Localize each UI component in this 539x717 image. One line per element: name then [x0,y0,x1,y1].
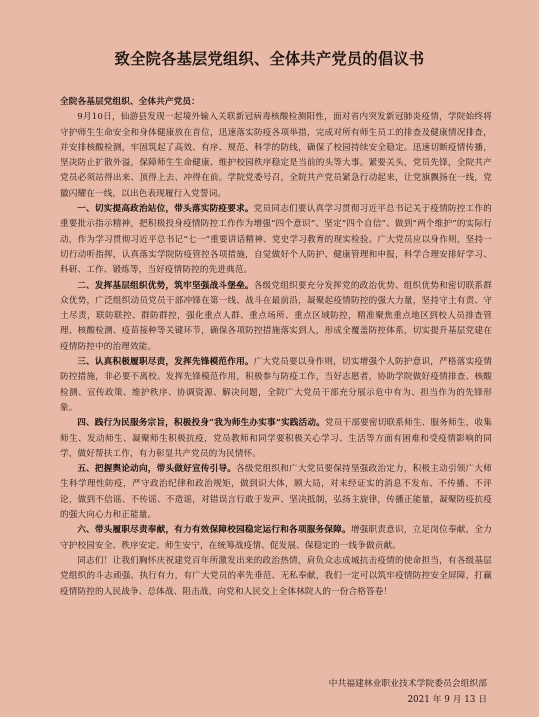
signature-organization: 中共福建林业职业技术学院委员会组织部 [328,679,487,689]
salutation: 全院各基层党组织、全体共产党员： [60,97,200,107]
intro-paragraph: 9月10日，仙游县发现一起境外输入关联新冠病毒核酸检测阳性，面对省内突发新冠肺炎疫情，学院始终将守护师生生命安全和身体健康放在首位，迅速落实防疫各项举措，完成对所有师生员工的排查及健康情况排查，并安排核酸检测，牢固筑起了高效、有序、规范、科学的防线，确保了校园持续安全稳定。迅速切断疫情传播，坚决防止扩散外溢，保障师生生命健康、维护校园秩序稳定是当前的头等大事。紧要关头，党员先锋，全院共产党员必须站得出来、顶得上去、冲得在前。学院党委号召，全院共产党员紧急行动起来，让党旗飘扬在一线，党徽闪耀在一线，以出色表现履行入党誓词。 [60,112,492,199]
item-text-2: 各级党组织要充分发挥党的政治优势、组织优势和密切联系群众优势，广泛组织动员党员干部冲锋在第一线、战斗在最前沿，凝聚起疫情防控的强大力量，坚持守土有责、守土尽责，联防联控、群防群控，强化重点人群、重点场所、重点区域防控，精准聚焦重点地区到校人员排查管理、核酸检测、疫苗接种等关键环节，确保各项防控措施落实到人，形成全覆盖防控体系，切实提升基层党建在疫情防控中的治理效能。 [60,280,492,352]
item-text-1: 党员同志们要认真学习贯彻习近平总书记关于疫情防控工作的重要批示指示精神，把积极投身疫情防控工作作为增强“四个意识”、坚定“四个自信”、做到“两个维护”的实际行动，作为学习贯彻习近平总书记“七一”重要讲话精神、党史学习教育的现实检验。广大党员应以身作则，坚持一切行动听指挥，认真落实学院防疫管控各项措施，自觉做好个人防护、健康管理和申报，科学合理安排好学习、科研、工作、锻炼等，当好疫情防控的先进典范。 [60,204,492,276]
document-body [60,95,492,600]
item-paragraph-6 [60,523,492,554]
item-text-3: 广大党员要以身作则，切实增强个人防护意识，严格落实疫情防控措施，非必要不离校。发挥先锋模范作用，积极参与防疫工作，当好志愿者，协助学院做好疫情排查、核酸检测、宣传政策、维护秩序、协调资源、解决问题，全院广大党员干部充分展示危中有为、担当作为的先锋形象。 [60,357,492,413]
item-heading-1: 一、切实提高政治站位，带头落实防疫要求。 [77,204,254,215]
item-paragraph-3 [60,355,492,416]
closing-paragraph: 同志们！让我们胸怀庆祝建党百年所激发出来的政治热情，肩负众志成城抗击疫情的使命担当，有各级基层党组织的斗志顽强、执行有力，有广大党员的率先垂范、无私奉献，我们一定可以筑牢疫情防控安全屏障，打赢疫情防控的人民战争、总体战、阻击战，向党和人民交上全体林院人的一份合格答卷！ [60,555,492,597]
item-heading-3: 三、认真积极履职尽责，发挥先锋模范作用。 [77,357,254,368]
item-paragraph-1 [60,202,492,278]
signature-date: 2021 年 9 月 13 日 [407,695,487,705]
item-text-6: 增强职责意识，立足岗位奉献，全力守护校园安全、秩序安定、师生安宁，在统筹战疫情、促发展、保稳定的一线争做贡献。 [60,525,492,551]
item-heading-6: 六、带头履职尽责奉献，有力有效保障校园稳定运行和各项服务保障。 [77,525,351,536]
item-heading-5: 五、把握舆论动向，带头做好宣传引导。 [77,464,237,475]
item-text-4: 党员干部要密切联系师生、服务师生，收集师生、发动师生、凝聚师生积极抗疫，党员教师和同学要积极关心学习、生活等方面有困难和受疫情影响的同学，做好帮扶工作，有力彰显共产党员的为民情怀。 [60,418,492,459]
item-paragraph-2 [60,279,492,355]
item-heading-2: 二、发挥基层组织优势，筑牢坚强战斗堡垒。 [77,280,254,291]
item-paragraph-4 [60,416,492,462]
item-paragraph-5 [60,462,492,523]
document-title: 致全院各基层党组织、全体共产党员的倡议书 [114,50,425,68]
item-heading-4: 四、践行为民服务宗旨，积极投身“我为师生办实事”实践活动。 [77,418,325,429]
item-text-5: 各级党组织和广大党员要保持坚强政治定力，积极主动引领广大师生科学理性防疫，严守政治纪律和政治规矩，做到识大体，顾大局，对未经证实的消息不发布、不传播、不评论，做到不信谣、不传谣、不造谣，对错误言行敢于发声、坚决抵制，弘扬主旋律，传播正能量，凝聚防疫抗疫的强大向心力和正能量。 [60,464,493,521]
